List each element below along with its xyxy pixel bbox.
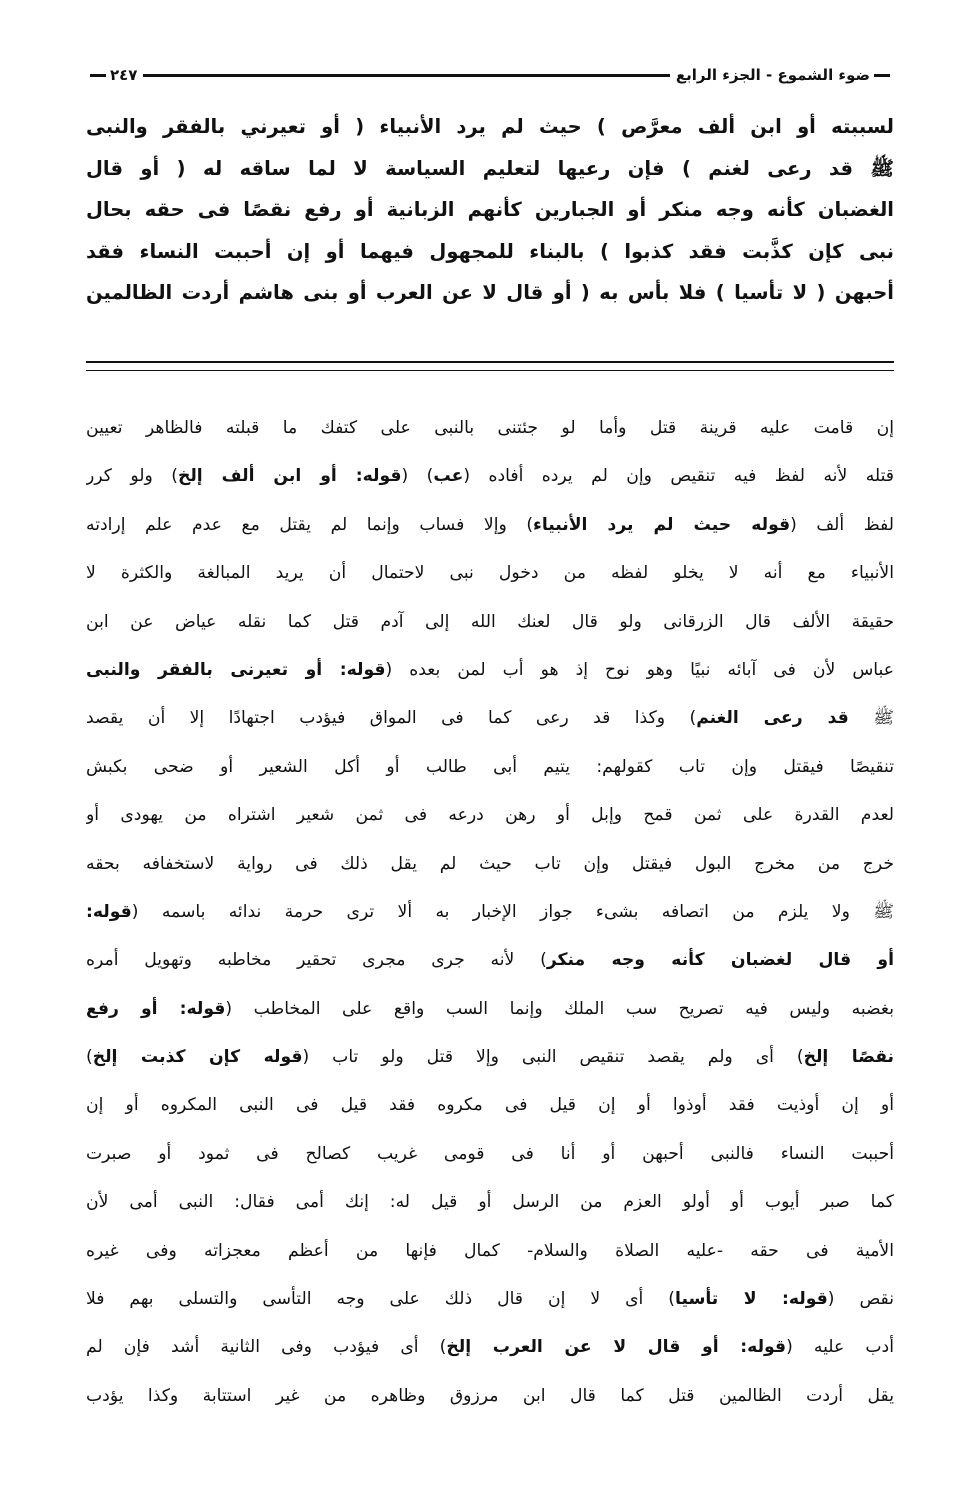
bold-quote: قوله: xyxy=(86,901,132,922)
commentary-line xyxy=(86,936,894,984)
separator-rule xyxy=(86,361,894,371)
commentary-text xyxy=(86,404,894,1420)
text-segment: عباس لأن فى آبائه نبيًا وهو نوح إذ هو أب لمن بعده ( xyxy=(385,659,894,680)
text-segment: أدب عليه ( xyxy=(786,1337,894,1358)
text-segment: حقيقة الألف قال الزرقانى ولو قال لعنك الله إلى آدم قتل كما نقله عياض عن ابن xyxy=(86,611,894,632)
text-segment: ) أى ولم يقصد تنقيص النبى وإلا قتل ولو تاب ( xyxy=(302,1047,804,1068)
bold-quote: أو قال لغضبان كأنه وجه منكر xyxy=(546,950,894,971)
text-segment: ﷺ ولا يلزم من اتصافه بشىء جواز الإخبار به ألا ترى حرمة ندائه باسمه ( xyxy=(131,901,894,922)
text-segment: إن قامت عليه قرينة قتل وأما لو جئتنى بالنبى على كتفك ما قبلته فالظاهر تعيين xyxy=(86,418,894,438)
bold-quote: قوله كإن كذبت إلخ xyxy=(92,1047,303,1068)
main-text-line xyxy=(86,272,894,314)
text-segment: أحبهن ( لا تأسيا ) فلا بأس به ( أو قال لا عن العرب أو بنى هاشم أردت الظالمين xyxy=(86,281,894,304)
text-segment: أحببت النساء فالنبى أحبهن أو أنا فى قومى غريب كصالح فى ثمود أو صبرت xyxy=(86,1143,894,1164)
text-segment: نقص ( xyxy=(827,1289,894,1310)
commentary-line xyxy=(86,1227,894,1275)
text-segment: ) أى لا إن قال ذلك على وجه التأسى والتسلى بهم فلا xyxy=(86,1289,675,1310)
commentary-line xyxy=(86,1033,894,1081)
bold-quote: نقصًا إلخ xyxy=(803,1047,894,1068)
commentary-line xyxy=(86,1178,894,1226)
text-segment: ) لأنه جرى مجرى تحقير مخاطبه وتهويل أمره xyxy=(86,950,547,971)
text-segment: ) ولو كرر xyxy=(86,466,178,487)
book-title: ضوء الشموع - الجزء الرابع xyxy=(675,66,870,84)
text-segment: يقل أردت الظالمين قتل كما قال ابن مرزوق وظاهره من غير استتابة وكذا يؤدب xyxy=(86,1385,894,1406)
text-segment: بغضبه وليس فيه تصريح سب الملك وإنما السب واقع على المخاطب ( xyxy=(225,998,894,1019)
commentary-line xyxy=(86,840,894,888)
commentary-line xyxy=(86,549,894,597)
main-text xyxy=(86,106,894,314)
bold-quote: قوله: لا تأسيا xyxy=(674,1289,828,1310)
text-segment: تنقيصًا فيقتل وإن تاب كقولهم: يتيم أبى طالب أو أكل الشعير أو ضحى بكبش xyxy=(86,756,894,777)
commentary-line xyxy=(86,791,894,839)
text-segment: الأمية فى حقه -عليه الصلاة والسلام- كمال فإنها من أعظم معجزاته وفى غيره xyxy=(86,1240,894,1261)
bold-quote: قوله: أو ابن ألف إلخ xyxy=(177,466,402,487)
text-segment: لفظ ألف ( xyxy=(790,514,894,535)
text-segment: لسببته أو ابن ألف معرَّص ) حيث لم يرد الأنبياء ( أو تعيرني بالفقر والنبى xyxy=(86,115,894,138)
text-segment: ﷺ قد رعى لغنم ) فإن رعيها لتعليم السياسة لا لما ساقه له ( أو قال xyxy=(86,156,894,180)
text-segment: ) xyxy=(86,1047,93,1068)
bold-quote: قوله: أو تعيرنى بالفقر والنبى xyxy=(86,659,386,680)
text-segment: ) أى فيؤدب وفى الثانية أشد فإن لم xyxy=(86,1337,447,1358)
main-text-line xyxy=(86,148,894,190)
bold-quote: قوله حيث لم يرد الأنبياء xyxy=(533,514,791,535)
commentary-line xyxy=(86,888,894,936)
header-rule xyxy=(143,74,669,77)
commentary-line xyxy=(86,452,894,500)
commentary-line xyxy=(86,1323,894,1371)
bold-quote: قوله: أو رفع xyxy=(86,998,226,1019)
bold-quote: عب xyxy=(433,466,464,487)
commentary-line xyxy=(86,1275,894,1323)
text-segment: ) ( xyxy=(401,466,434,487)
text-segment: خرج من مخرج البول فيقتل وإن تاب حيث لم يقل ذلك فى رواية لاستخفافه بحقه xyxy=(86,853,894,874)
commentary-line xyxy=(86,404,894,452)
text-segment: قتله لأنه لفظ فيه تنقيص وإن لم يرده أفاده ( xyxy=(463,466,894,487)
text-segment: ) وإلا فساب وإنما لم يقتل مع عدم علم إرادته xyxy=(86,514,534,535)
running-header xyxy=(86,62,894,88)
text-segment: ﷺ xyxy=(848,708,894,729)
header-dash xyxy=(90,74,106,77)
main-text-line xyxy=(86,106,894,148)
main-text-line xyxy=(86,189,894,231)
bold-quote: قد رعى الغنم xyxy=(696,708,849,729)
commentary-line xyxy=(86,743,894,791)
commentary-line xyxy=(86,694,894,742)
header-dash xyxy=(874,74,890,77)
commentary-line xyxy=(86,501,894,549)
text-segment: نبى كإن كذَّبت فقد كذبوا ) بالبناء للمجهول فيهما أو إن أحببت النساء فقد xyxy=(86,239,894,263)
commentary-line xyxy=(86,985,894,1033)
bold-quote: قوله: أو قال لا عن العرب إلخ xyxy=(446,1337,787,1358)
text-segment: لعدم القدرة على ثمن قمح وإبل أو رهن درعه فى ثمن شعير اشتراه من يهودى أو xyxy=(86,805,894,826)
main-text-line xyxy=(86,231,894,273)
text-segment: الأنبياء مع أنه لا يخلو لفظه من دخول نبى لاحتمال أن يريد المبالغة والكثرة لا xyxy=(86,563,894,584)
text-segment: الغضبان كأنه وجه منكر أو الجبارين كأنهم الزبانية أو رفع نقصًا فى حقه بحال xyxy=(86,198,894,221)
text-segment: أو إن أوذيت فقد أوذوا أو إن قيل فى مكروه فقد قيل فى النبى المكروه أو إن xyxy=(86,1095,894,1116)
page-number: ٢٤٧ xyxy=(110,66,138,84)
commentary-line xyxy=(86,646,894,694)
text-segment: كما صبر أيوب أو أولو العزم من الرسل أو قيل له: إنك أمى فقال: النبى أمى لأن xyxy=(86,1192,894,1213)
commentary-line xyxy=(86,1081,894,1129)
commentary-line xyxy=(86,598,894,646)
commentary-line xyxy=(86,1130,894,1178)
commentary-line xyxy=(86,1372,894,1420)
text-segment: ) وكذا قد رعى كما فى المواق فيؤدب اجتهادًا إلا أن يقصد xyxy=(86,708,697,729)
